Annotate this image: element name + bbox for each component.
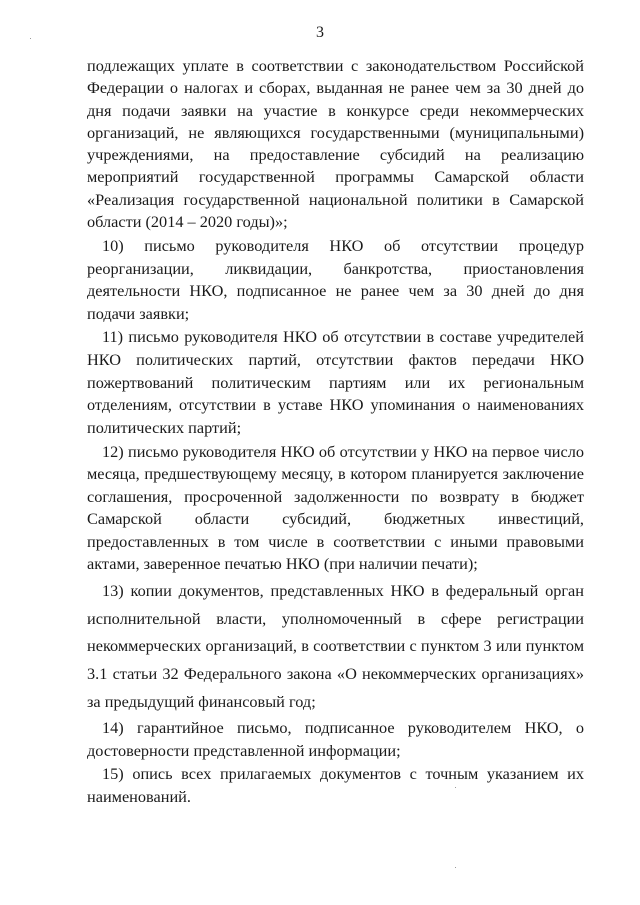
document-body [87, 55, 584, 809]
list-item-14: 14) гарантийное письмо, подписанное руководителем НКО, о достоверности представленной информации; [87, 718, 584, 760]
scan-artifact [455, 867, 456, 868]
list-item-11: 11) письмо руководителя НКО об отсутствии в составе учредителей НКО политических партий, отсутствии фактов передачи НКО пожертвований политическим партиям или их региональным отделениям, отсутствии в уставе НКО упоминания о наименованиях политических партий; [87, 327, 584, 438]
page-number: 3 [316, 24, 324, 41]
scan-artifact [30, 38, 31, 39]
list-item-12: 12) письмо руководителя НКО об отсутствии у НКО на первое число месяца, предшествующему месяцу, в котором планируется заключение соглашения, просроченной задолженности по возврату в бюджет Самарской области субсидий, бюджетных инвестиций, предоставленных в том числе в соответствии с иными правовыми актами, заверенное печатью НКО (при наличии печати); [87, 441, 584, 574]
continuation-paragraph: подлежащих уплате в соответствии с законодательством Российской Федерации о налогах и сборах, выданная не ранее чем за 30 дней до дня подачи заявки на участие в конкурсе среди некоммерческих организаций, не являющихся государственными (муниципальными) учреждениями, на предоставление субсидий на реализацию мероприятий государственной программы Самарской области «Реализация государственной национальной политики в Самарской области (2014 – 2020 годы)»; [87, 56, 584, 232]
list-item-15: 15) опись всех прилагаемых документов с точным указанием их наименований. [87, 764, 584, 807]
list-item-10: 10) письмо руководителя НКО об отсутствии процедур реорганизации, ликвидации, банкротства, приостановления деятельности НКО, подписанное не ранее чем за 30 дней до дня подачи заявки; [87, 236, 584, 323]
list-item-13: 13) копии документов, представленных НКО в федеральный орган исполнительной власти, уполномоченный в сфере регистрации некоммерческих организаций, в соответствии с пунктом 3 или пунктом 3.1 статьи 32 Федерального закона «О некоммерческих организациях» за предыдущий финансовый год; [87, 580, 584, 711]
scan-artifact [455, 787, 456, 788]
